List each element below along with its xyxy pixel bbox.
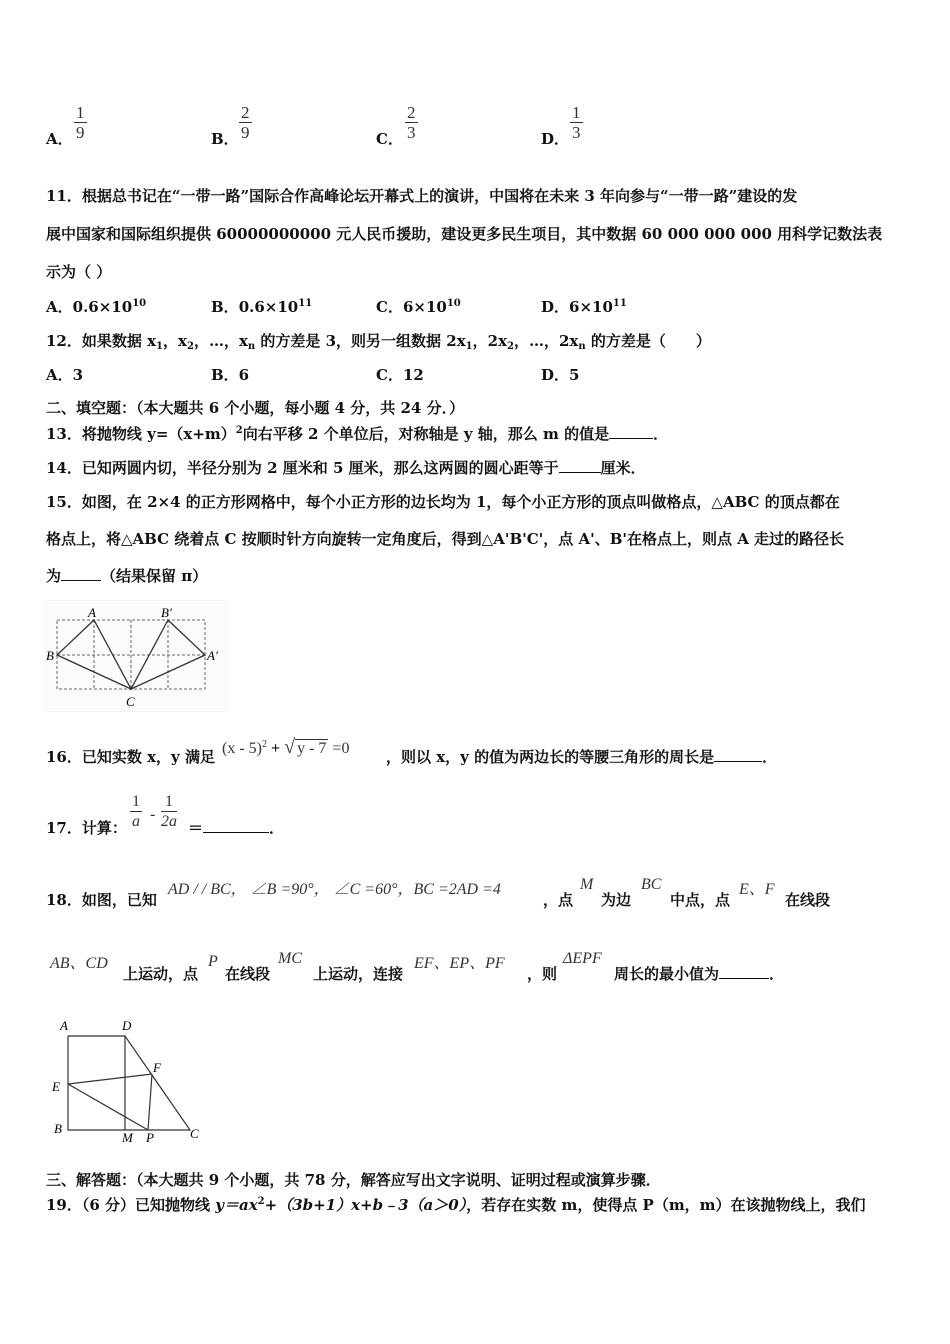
q18-text-3: 中点，点	[670, 891, 731, 909]
q15-line-3	[46, 566, 207, 586]
q13-stem	[46, 424, 668, 444]
q12-sub-3: n	[247, 341, 256, 352]
q17-f2-num: 1	[161, 792, 177, 812]
q18-points-ef: E、F	[739, 881, 775, 898]
q11-line-3: 示为（ ）	[46, 263, 112, 281]
q17-text-post	[188, 818, 284, 838]
q15-grid-figure	[45, 600, 227, 712]
radical-icon: √	[284, 736, 296, 758]
label-c: C	[126, 694, 135, 709]
q18-triangle-epf: ΔEPF	[563, 950, 602, 967]
q12-option-b: B．6	[211, 366, 250, 384]
q10-option-d-fraction	[570, 103, 583, 142]
q10-option-b-label: B．	[211, 130, 239, 148]
fig-label-b: B	[54, 1121, 62, 1136]
q15-line-1: 15．如图，在 2×4 的正方形网格中，每个小正方形的边长均为 1，每个小正方形的顶点叫做格点，△ABC 的顶点都在	[46, 493, 840, 511]
q11-option-a-base: 0.6×10	[72, 298, 133, 316]
q16-plus: +	[270, 740, 281, 757]
fig-label-m: M	[122, 1130, 133, 1145]
q18-text-7: 上运动，连接	[313, 965, 404, 983]
q10-option-c-fraction	[405, 103, 418, 142]
label-b: B	[46, 648, 54, 663]
q10-option-d-label: D．	[541, 130, 570, 148]
q12-stem	[46, 331, 711, 351]
q16-equation	[222, 736, 349, 759]
q19-expr-2: +（3b+1）x+b﹣3（a＞0）	[264, 1196, 467, 1214]
q11-option-d-base: 6×10	[569, 298, 613, 316]
q18-trapezoid-figure	[48, 1016, 208, 1146]
q12-text-6: ，…，2x	[514, 332, 579, 350]
q12-sub-5: 2	[507, 341, 514, 352]
trapezoid-abcd	[68, 1036, 190, 1130]
q11-option-b-exp: 11	[298, 298, 313, 309]
label-b-prime: B'	[161, 605, 172, 620]
q16-term-1: (x - 5)	[222, 740, 262, 757]
q16-equals: =0	[332, 740, 350, 757]
q19-sup: 2	[257, 1196, 265, 1207]
q18-text-pre: 18．如图，已知	[46, 891, 157, 909]
q10-option-c-label: C．	[376, 130, 403, 148]
q12-text-1: 12．如果数据 x	[46, 332, 157, 350]
q10-option-b-fraction	[239, 103, 252, 142]
q11-option-b-base: 0.6×10	[238, 298, 299, 316]
q18-t9: 周长的最小值为	[614, 965, 720, 983]
q15-line-2: 格点上，将△ABC 绕着点 C 按顺时针方向旋转一定角度后，得到△A'B'C'，点 A'、B'在格点上，则点 A 走过的路径长	[46, 530, 845, 548]
q10-option-a-numerator: 1	[76, 103, 85, 122]
q18-segment-mc: MC	[278, 950, 302, 967]
q17-f1-num: 1	[132, 793, 140, 810]
q10-option-b-denominator: 9	[241, 123, 250, 142]
q18-point-m: M	[580, 876, 594, 893]
q11-line-1: 11．根据总书记在“一带一路”国际合作高峰论坛开幕式上的演讲，中国将在未来 3 年向参与“一带一路”建设的发	[46, 187, 798, 205]
q16-post: ，则以 x，y 的值为两边长的等腰三角形的周长是	[386, 748, 715, 766]
q11-option-c	[376, 297, 461, 317]
q10-option-a-denominator: 9	[76, 123, 85, 142]
label-a: A	[88, 605, 96, 620]
q19-post: ，若存在实数 m，使得点 P（m，m）在该抛物线上，我们	[466, 1196, 866, 1214]
q13-text-end: ．	[653, 425, 669, 443]
q11-option-d-label: D．	[541, 298, 570, 316]
q12-sub-4: 1	[465, 341, 473, 352]
q11-option-a-label: A．	[46, 298, 73, 316]
q12-sub-2: 2	[186, 341, 194, 352]
q11-line-2: 展中国家和国际组织提供 60000000000 元人民币援助，建设更多民生项目，其中数据 60 000 000 000 用科学记数法表	[46, 225, 883, 243]
q11-option-c-base: 6×10	[402, 298, 447, 316]
q16-term-1-sup: 2	[261, 739, 267, 750]
q15-text-pre: 为	[46, 567, 62, 585]
q12-text-2: ，x	[163, 332, 187, 350]
q14-text-pre: 14．已知两圆内切，半径分别为 2 厘米和 5 厘米，那么这两圆的圆心距等于	[46, 459, 559, 477]
q17-f2-den: 2a	[161, 813, 177, 830]
q16-radicand: y - 7	[297, 740, 327, 757]
q18-text-9	[614, 964, 784, 984]
q16-answer-blank[interactable]	[714, 747, 762, 762]
q18-end: ．	[769, 965, 785, 983]
fig-label-e: E	[52, 1079, 60, 1094]
q17-text-pre: 17．计算：	[46, 819, 127, 837]
q18-segments-ef-ep-pf: EF、EP、PF	[414, 955, 505, 972]
q19-expr-1: y＝ax	[215, 1196, 258, 1214]
q13-text-pre: 13．将抛物线 y=（x+m）	[46, 425, 236, 443]
q18-text-8: ，则	[527, 965, 558, 983]
q11-option-d	[541, 297, 627, 317]
q13-sup: 2	[235, 425, 243, 436]
q12-sub-1: 1	[156, 341, 164, 352]
q12-text-3: ，…，x	[193, 332, 248, 350]
q18-answer-blank[interactable]	[719, 964, 769, 979]
q10-option-b-numerator: 2	[241, 103, 250, 122]
section-2-heading: 二、填空题：（本大题共 6 个小题，每小题 4 分，共 24 分．）	[46, 399, 465, 417]
q12-option-d: D．5	[541, 366, 580, 384]
q18-text-5: 上运动，点	[123, 965, 199, 983]
q18-segments-ab-cd: AB、CD	[50, 955, 108, 972]
fig-label-c: C	[190, 1126, 199, 1141]
q17-eq: ＝	[188, 819, 204, 837]
segment-ef	[68, 1074, 152, 1084]
q12-option-a: A．3	[46, 366, 84, 384]
q10-option-d-denominator: 3	[572, 123, 581, 142]
label-a-prime: A'	[207, 648, 218, 663]
q13-answer-blank[interactable]	[609, 424, 653, 439]
q10-option-a-label: A．	[46, 130, 73, 148]
q14-stem	[46, 458, 646, 478]
q11-option-c-exp: 10	[446, 298, 461, 309]
q16-end: ．	[762, 748, 778, 766]
segment-pf	[148, 1074, 152, 1130]
q18-condition: AD / / BC， ∠B =90°， ∠C =60°，BC =2AD =4	[168, 881, 501, 898]
q15-answer-blank[interactable]	[61, 566, 101, 581]
q11-option-b-label: B．	[211, 298, 239, 316]
q10-option-c-numerator: 2	[407, 103, 416, 122]
q18-text-4: 在线段	[785, 891, 831, 909]
q18-segment-bc: BC	[641, 876, 662, 893]
q19-pre: 19．（6 分）已知抛物线	[46, 1196, 216, 1214]
fig-label-p: P	[146, 1130, 154, 1145]
q18-text-1: ，点	[543, 891, 574, 909]
q17-end: ．	[269, 819, 285, 837]
q16-text-pre: 16．已知实数 x，y 满足	[46, 748, 215, 766]
fig-label-d: D	[122, 1018, 132, 1033]
q12-text-7: 的方差是（ ）	[585, 332, 711, 350]
q17-fraction-2	[161, 792, 177, 831]
q11-option-c-label: C．	[376, 298, 403, 316]
q12-text-4: 的方差是 3，则另一组数据 2x	[255, 332, 466, 350]
q19-stem	[46, 1195, 866, 1215]
q11-option-d-exp: 11	[612, 298, 627, 309]
q17-answer-blank[interactable]	[203, 818, 269, 833]
q18-point-p: P	[208, 953, 218, 970]
fig-label-a: A	[60, 1018, 68, 1033]
q18-text-2: 为边	[601, 891, 632, 909]
q12-sub-6: n	[578, 341, 586, 352]
q14-answer-blank[interactable]	[559, 458, 601, 473]
fig-label-f: F	[153, 1060, 161, 1075]
q16-text-post	[386, 747, 777, 767]
q18-text-6: 在线段	[225, 965, 271, 983]
q12-text-5: ，2x	[472, 332, 508, 350]
q10-option-a-fraction	[74, 103, 87, 142]
q11-option-a	[46, 297, 146, 317]
section-3-heading: 三、解答题：（本大题共 9 个小题，共 78 分，解答应写出文字说明、证明过程或演算步骤．	[46, 1171, 661, 1189]
q17-minus: -	[150, 806, 156, 823]
q14-text-end: 厘米．	[600, 459, 646, 477]
q13-text-post: 向右平移 2 个单位后，对称轴是 y 轴，那么 m 的值是	[242, 425, 610, 443]
q15-text-post: （结果保留 π）	[101, 567, 208, 585]
q10-option-c-denominator: 3	[407, 123, 416, 142]
q10-option-d-numerator: 1	[572, 103, 581, 122]
q17-f1-den: a	[132, 813, 140, 830]
q12-option-c: C．12	[376, 366, 424, 384]
q11-option-b	[211, 297, 312, 317]
q17-fraction-1	[130, 792, 142, 831]
q11-option-a-exp: 10	[132, 298, 147, 309]
segment-ep	[68, 1084, 148, 1130]
